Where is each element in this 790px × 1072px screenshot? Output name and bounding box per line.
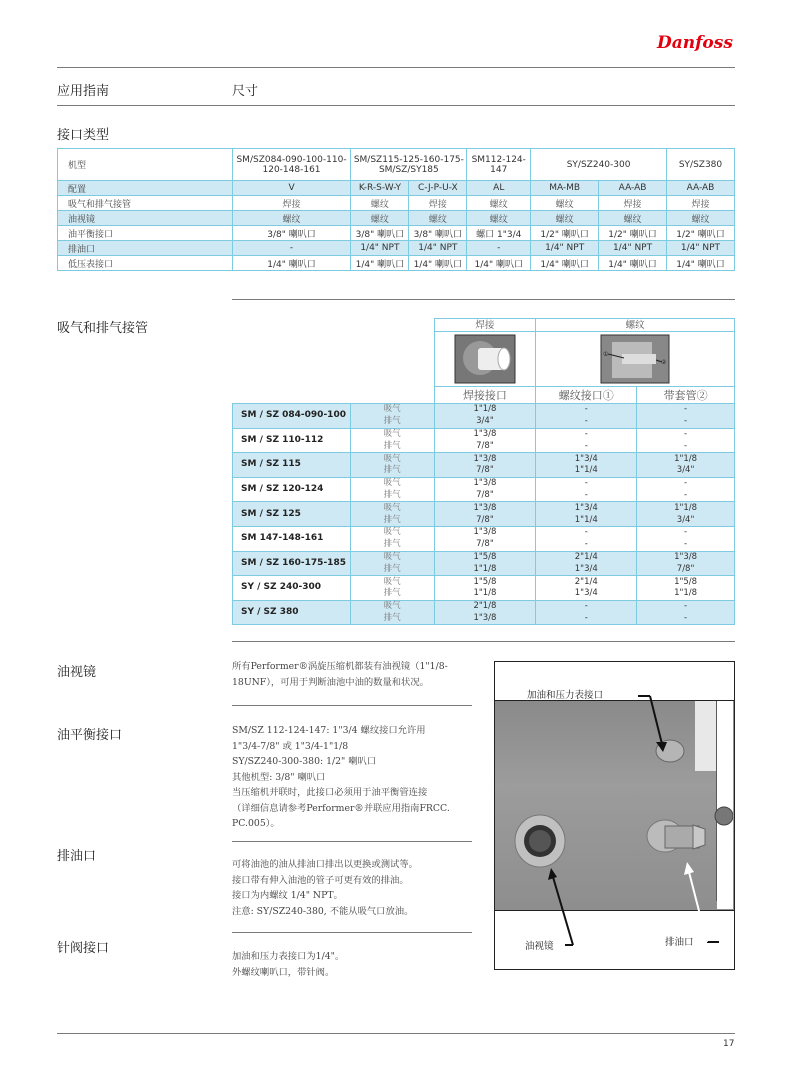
- discharge-label: 排气: [350, 416, 434, 428]
- cell: -: [536, 440, 637, 452]
- model-name: SM / SZ 120-124: [233, 477, 351, 502]
- cell: 1"3/4: [536, 502, 637, 514]
- cell: 螺口 1"3/4: [467, 226, 531, 241]
- cell: 1/4" 喇叭口: [409, 256, 467, 271]
- discharge-label: 排气: [350, 539, 434, 551]
- cell: -: [536, 416, 637, 428]
- discharge-label: 排气: [350, 514, 434, 526]
- cell: 7/8": [434, 514, 536, 526]
- cell: 螺纹: [409, 211, 467, 226]
- cell: 1/2" 喇叭口: [531, 226, 599, 241]
- cell: 1"1/8: [637, 588, 735, 600]
- row-label: 排油口: [58, 241, 233, 256]
- cell: -: [637, 613, 735, 625]
- cell: -: [637, 416, 735, 428]
- cell: -: [637, 539, 735, 551]
- section-title-oil-equalization: 油平衡接口: [57, 728, 123, 743]
- cell: -: [467, 241, 531, 256]
- cell: 3/8" 喇叭口: [351, 226, 409, 241]
- group-header-brazed: 焊接: [434, 319, 536, 332]
- cell: 螺纹: [666, 211, 734, 226]
- cell: MA-MB: [531, 181, 599, 196]
- suction-discharge-table: [232, 318, 735, 625]
- row-label: 机型: [58, 149, 233, 181]
- cell: 1/4" 喇叭口: [351, 256, 409, 271]
- model-header: SY/SZ380: [666, 149, 734, 181]
- cell: -: [637, 428, 735, 440]
- table-row: [233, 502, 735, 514]
- cell: 螺纹: [531, 211, 599, 226]
- suction-label: 吸气: [350, 477, 434, 489]
- cell: -: [536, 613, 637, 625]
- cell: 焊接: [232, 196, 351, 211]
- table-row: [233, 404, 735, 416]
- table-row: [233, 551, 735, 563]
- cell: 螺纹: [351, 196, 409, 211]
- text-line: 加油和压力表接口为1/4"。: [232, 951, 345, 962]
- suction-label: 吸气: [350, 526, 434, 538]
- cell: -: [536, 477, 637, 489]
- cell: -: [232, 241, 351, 256]
- row-label: 低压表接口: [58, 256, 233, 271]
- row-label: 油视镜: [58, 211, 233, 226]
- suction-label: 吸气: [350, 600, 434, 612]
- table-row: [233, 526, 735, 538]
- header-rule-top: [57, 67, 735, 68]
- cell: 1"1/4: [536, 514, 637, 526]
- callout-1: ①: [603, 351, 609, 358]
- connection-types-table: [57, 148, 735, 271]
- cell: V: [232, 181, 351, 196]
- cell: 1/2" 喇叭口: [666, 226, 734, 241]
- model-header: SM/SZ084-090-100-110-120-148-161: [232, 149, 351, 181]
- danfoss-logo: [655, 26, 735, 56]
- text-line: 其他机型: 3/8" 喇叭口: [232, 771, 326, 783]
- cell: 1/4" 喇叭口: [666, 256, 734, 271]
- suction-label: 吸气: [350, 551, 434, 563]
- doc-section: 尺寸: [232, 84, 259, 99]
- group-header-rotolock: 螺纹: [536, 319, 735, 332]
- compressor-photo: [494, 661, 735, 970]
- row-label: 吸气和排气接管: [58, 196, 233, 211]
- cell: 1"3/8: [434, 453, 536, 465]
- suction-label: 吸气: [350, 453, 434, 465]
- section-rule: [232, 641, 735, 642]
- cell: C-J-P-U-X: [409, 181, 467, 196]
- header-rule-bottom: [57, 105, 735, 106]
- footer-rule: [57, 1033, 735, 1034]
- model-header: SM/SZ115-125-160-175-SM/SZ/SY185: [351, 149, 467, 181]
- cell: 1"3/4: [536, 588, 637, 600]
- table-row: [58, 241, 735, 256]
- cell: 螺纹: [467, 196, 531, 211]
- brazed-connection-image: [434, 332, 536, 387]
- cell: -: [637, 526, 735, 538]
- cell: -: [637, 404, 735, 416]
- cell: -: [637, 440, 735, 452]
- cell: 7/8": [434, 465, 536, 477]
- cell: -: [637, 477, 735, 489]
- model-name: SM / SZ 125: [233, 502, 351, 527]
- cell: 1"3/4: [536, 563, 637, 575]
- cell: 1"3/8: [434, 526, 536, 538]
- cell: 1"5/8: [637, 576, 735, 588]
- cell: 1"3/8: [637, 551, 735, 563]
- callout-2: ②: [661, 359, 667, 366]
- col-header-sleeve: 带套管②: [637, 387, 735, 404]
- suction-label: 吸气: [350, 428, 434, 440]
- text-line: 1"3/4-7/8" 或 1"3/4-1"1/8: [232, 740, 349, 752]
- cell: -: [536, 600, 637, 612]
- text-line: 接口带有伸入油池的管子可更有效的排油。: [232, 874, 409, 886]
- cell: -: [637, 490, 735, 502]
- cell: 7/8": [637, 563, 735, 575]
- cell: 1"3/8: [434, 477, 536, 489]
- cell: 1"3/8: [434, 502, 536, 514]
- cell: 7/8": [434, 490, 536, 502]
- cell: 1/4" NPT: [599, 241, 667, 256]
- text-line: 外螺纹喇叭口，带针阀。: [232, 966, 335, 978]
- cell: -: [536, 539, 637, 551]
- discharge-label: 排气: [350, 563, 434, 575]
- cell: 1"3/8: [434, 613, 536, 625]
- cell: 1/4" NPT: [409, 241, 467, 256]
- cell: 1/2" 喇叭口: [599, 226, 667, 241]
- section-title-connection-types: 接口类型: [57, 128, 110, 143]
- oil-equalization-text: [232, 723, 482, 832]
- model-name: SM / SZ 115: [233, 453, 351, 478]
- section-title-oil-drain: 排油口: [57, 849, 97, 864]
- table-row: [58, 181, 735, 196]
- table-row: [58, 226, 735, 241]
- table-row: [233, 600, 735, 612]
- table-row: [233, 428, 735, 440]
- cell: 1"1/4: [536, 465, 637, 477]
- sight-glass-text: [232, 659, 482, 690]
- cell: -: [536, 526, 637, 538]
- cell: 1/4" 喇叭口: [599, 256, 667, 271]
- table-row: [58, 196, 735, 211]
- suction-label: 吸气: [350, 502, 434, 514]
- page-number: 17: [723, 1039, 735, 1049]
- suction-label: 吸气: [350, 576, 434, 588]
- model-name: SM 147-148-161: [233, 526, 351, 551]
- cell: 螺纹: [467, 211, 531, 226]
- model-name: SM / SZ 160-175-185: [233, 551, 351, 576]
- callout-sight-glass: 油视镜: [525, 941, 554, 952]
- discharge-label: 排气: [350, 465, 434, 477]
- cell: 1/4" 喇叭口: [232, 256, 351, 271]
- cell: 3/8" 喇叭口: [232, 226, 351, 241]
- cell: 1"5/8: [434, 551, 536, 563]
- cell: 3/4": [637, 465, 735, 477]
- discharge-label: 排气: [350, 588, 434, 600]
- cell: 7/8": [434, 539, 536, 551]
- section-title-suction-discharge: 吸气和排气接管: [57, 321, 149, 336]
- brazed-fitting-icon: [454, 334, 516, 384]
- cell: -: [536, 490, 637, 502]
- text-line: 注意: SY/SZ240-380, 不能从吸气口放油。: [232, 905, 414, 917]
- section-title-sight-glass: 油视镜: [57, 665, 97, 680]
- section-rule: [232, 705, 472, 706]
- schrader-text: [232, 949, 482, 980]
- table-row: [233, 576, 735, 588]
- cell: 2"1/8: [434, 600, 536, 612]
- cell: 2"1/4: [536, 576, 637, 588]
- cell: 3/4": [637, 514, 735, 526]
- cell: 3/4": [434, 416, 536, 428]
- cell: 焊接: [599, 196, 667, 211]
- callout-arrows: [495, 662, 736, 971]
- section-title-schrader: 针阀接口: [57, 941, 110, 956]
- callout-schrader-port: 加油和压力表接口: [527, 690, 604, 701]
- doc-category: 应用指南: [57, 84, 110, 99]
- text-line: PC.005）。: [232, 818, 280, 829]
- text-line: SM/SZ 112-124-147: 1"3/4 螺纹接口允许用: [232, 725, 426, 736]
- cell: 2"1/4: [536, 551, 637, 563]
- cell: -: [637, 600, 735, 612]
- callout-oil-drain: 排油口: [665, 937, 694, 948]
- model-header: SM112-124-147: [467, 149, 531, 181]
- suction-label: 吸气: [350, 404, 434, 416]
- cell: 1"1/8: [434, 563, 536, 575]
- table-row: [233, 477, 735, 489]
- cell: 1"3/8: [434, 428, 536, 440]
- cell: 1"5/8: [434, 576, 536, 588]
- col-header-brazed: 焊接接口: [434, 387, 536, 404]
- discharge-label: 排气: [350, 490, 434, 502]
- cell: 螺纹: [599, 211, 667, 226]
- model-header: SY/SZ240-300: [531, 149, 667, 181]
- table-header-row: [58, 149, 735, 181]
- cell: 7/8": [434, 440, 536, 452]
- model-name: SM / SZ 110-112: [233, 428, 351, 453]
- cell: -: [536, 428, 637, 440]
- cell: K-R-S-W-Y: [351, 181, 409, 196]
- rotolock-fitting-icon: [600, 334, 670, 384]
- row-label: 配置: [58, 181, 233, 196]
- section-rule: [232, 841, 472, 842]
- model-name: SM / SZ 084-090-100: [233, 404, 351, 429]
- cell: 3/8" 喇叭口: [409, 226, 467, 241]
- model-name: SY / SZ 240-300: [233, 576, 351, 601]
- cell: AA-AB: [599, 181, 667, 196]
- cell: 1"1/8: [637, 502, 735, 514]
- text-line: 当压缩机并联时，此接口必须用于油平衡管连接: [232, 787, 428, 798]
- cell: 1/4" NPT: [531, 241, 599, 256]
- model-name: SY / SZ 380: [233, 600, 351, 625]
- cell: 螺纹: [351, 211, 409, 226]
- rotolock-connection-image: [536, 332, 735, 387]
- text-line: SY/SZ240-300-380: 1/2" 喇叭口: [232, 756, 377, 767]
- cell: 1"1/8: [434, 404, 536, 416]
- cell: 1/4" NPT: [351, 241, 409, 256]
- cell: 螺纹: [232, 211, 351, 226]
- cell: 1/4" 喇叭口: [531, 256, 599, 271]
- table-row: [233, 453, 735, 465]
- logo-text: Danfoss: [657, 33, 733, 53]
- cell: 1/4" NPT: [666, 241, 734, 256]
- section-rule: [232, 299, 735, 300]
- text-line: 所有Performer®涡旋压缩机都装有油视镜（1"1/8-: [232, 661, 448, 672]
- suction-discharge-body: [233, 404, 735, 625]
- cell: 1"1/8: [637, 453, 735, 465]
- text-line: 可将油池的油从排油口排出以更换或测试等。: [232, 859, 418, 870]
- cell: 螺纹: [531, 196, 599, 211]
- text-line: 接口为内螺纹 1/4" NPT。: [232, 890, 343, 901]
- cell: AA-AB: [666, 181, 734, 196]
- row-label: 油平衡接口: [58, 226, 233, 241]
- discharge-label: 排气: [350, 613, 434, 625]
- cell: 焊接: [409, 196, 467, 211]
- cell: 1"3/4: [536, 453, 637, 465]
- cell: 1/4" 喇叭口: [467, 256, 531, 271]
- table-row: [58, 211, 735, 226]
- cell: 焊接: [666, 196, 734, 211]
- oil-drain-text: [232, 857, 482, 919]
- cell: 1"1/8: [434, 588, 536, 600]
- discharge-label: 排气: [350, 440, 434, 452]
- text-line: （详细信息请参考Performer®并联应用指南FRCC.: [232, 802, 450, 814]
- section-rule: [232, 932, 472, 933]
- col-header-rotolock: 螺纹接口①: [536, 387, 637, 404]
- text-line: 18UNF），可用于判断油池中油的数量和状况。: [232, 676, 429, 688]
- cell: AL: [467, 181, 531, 196]
- table-row: [58, 256, 735, 271]
- cell: -: [536, 404, 637, 416]
